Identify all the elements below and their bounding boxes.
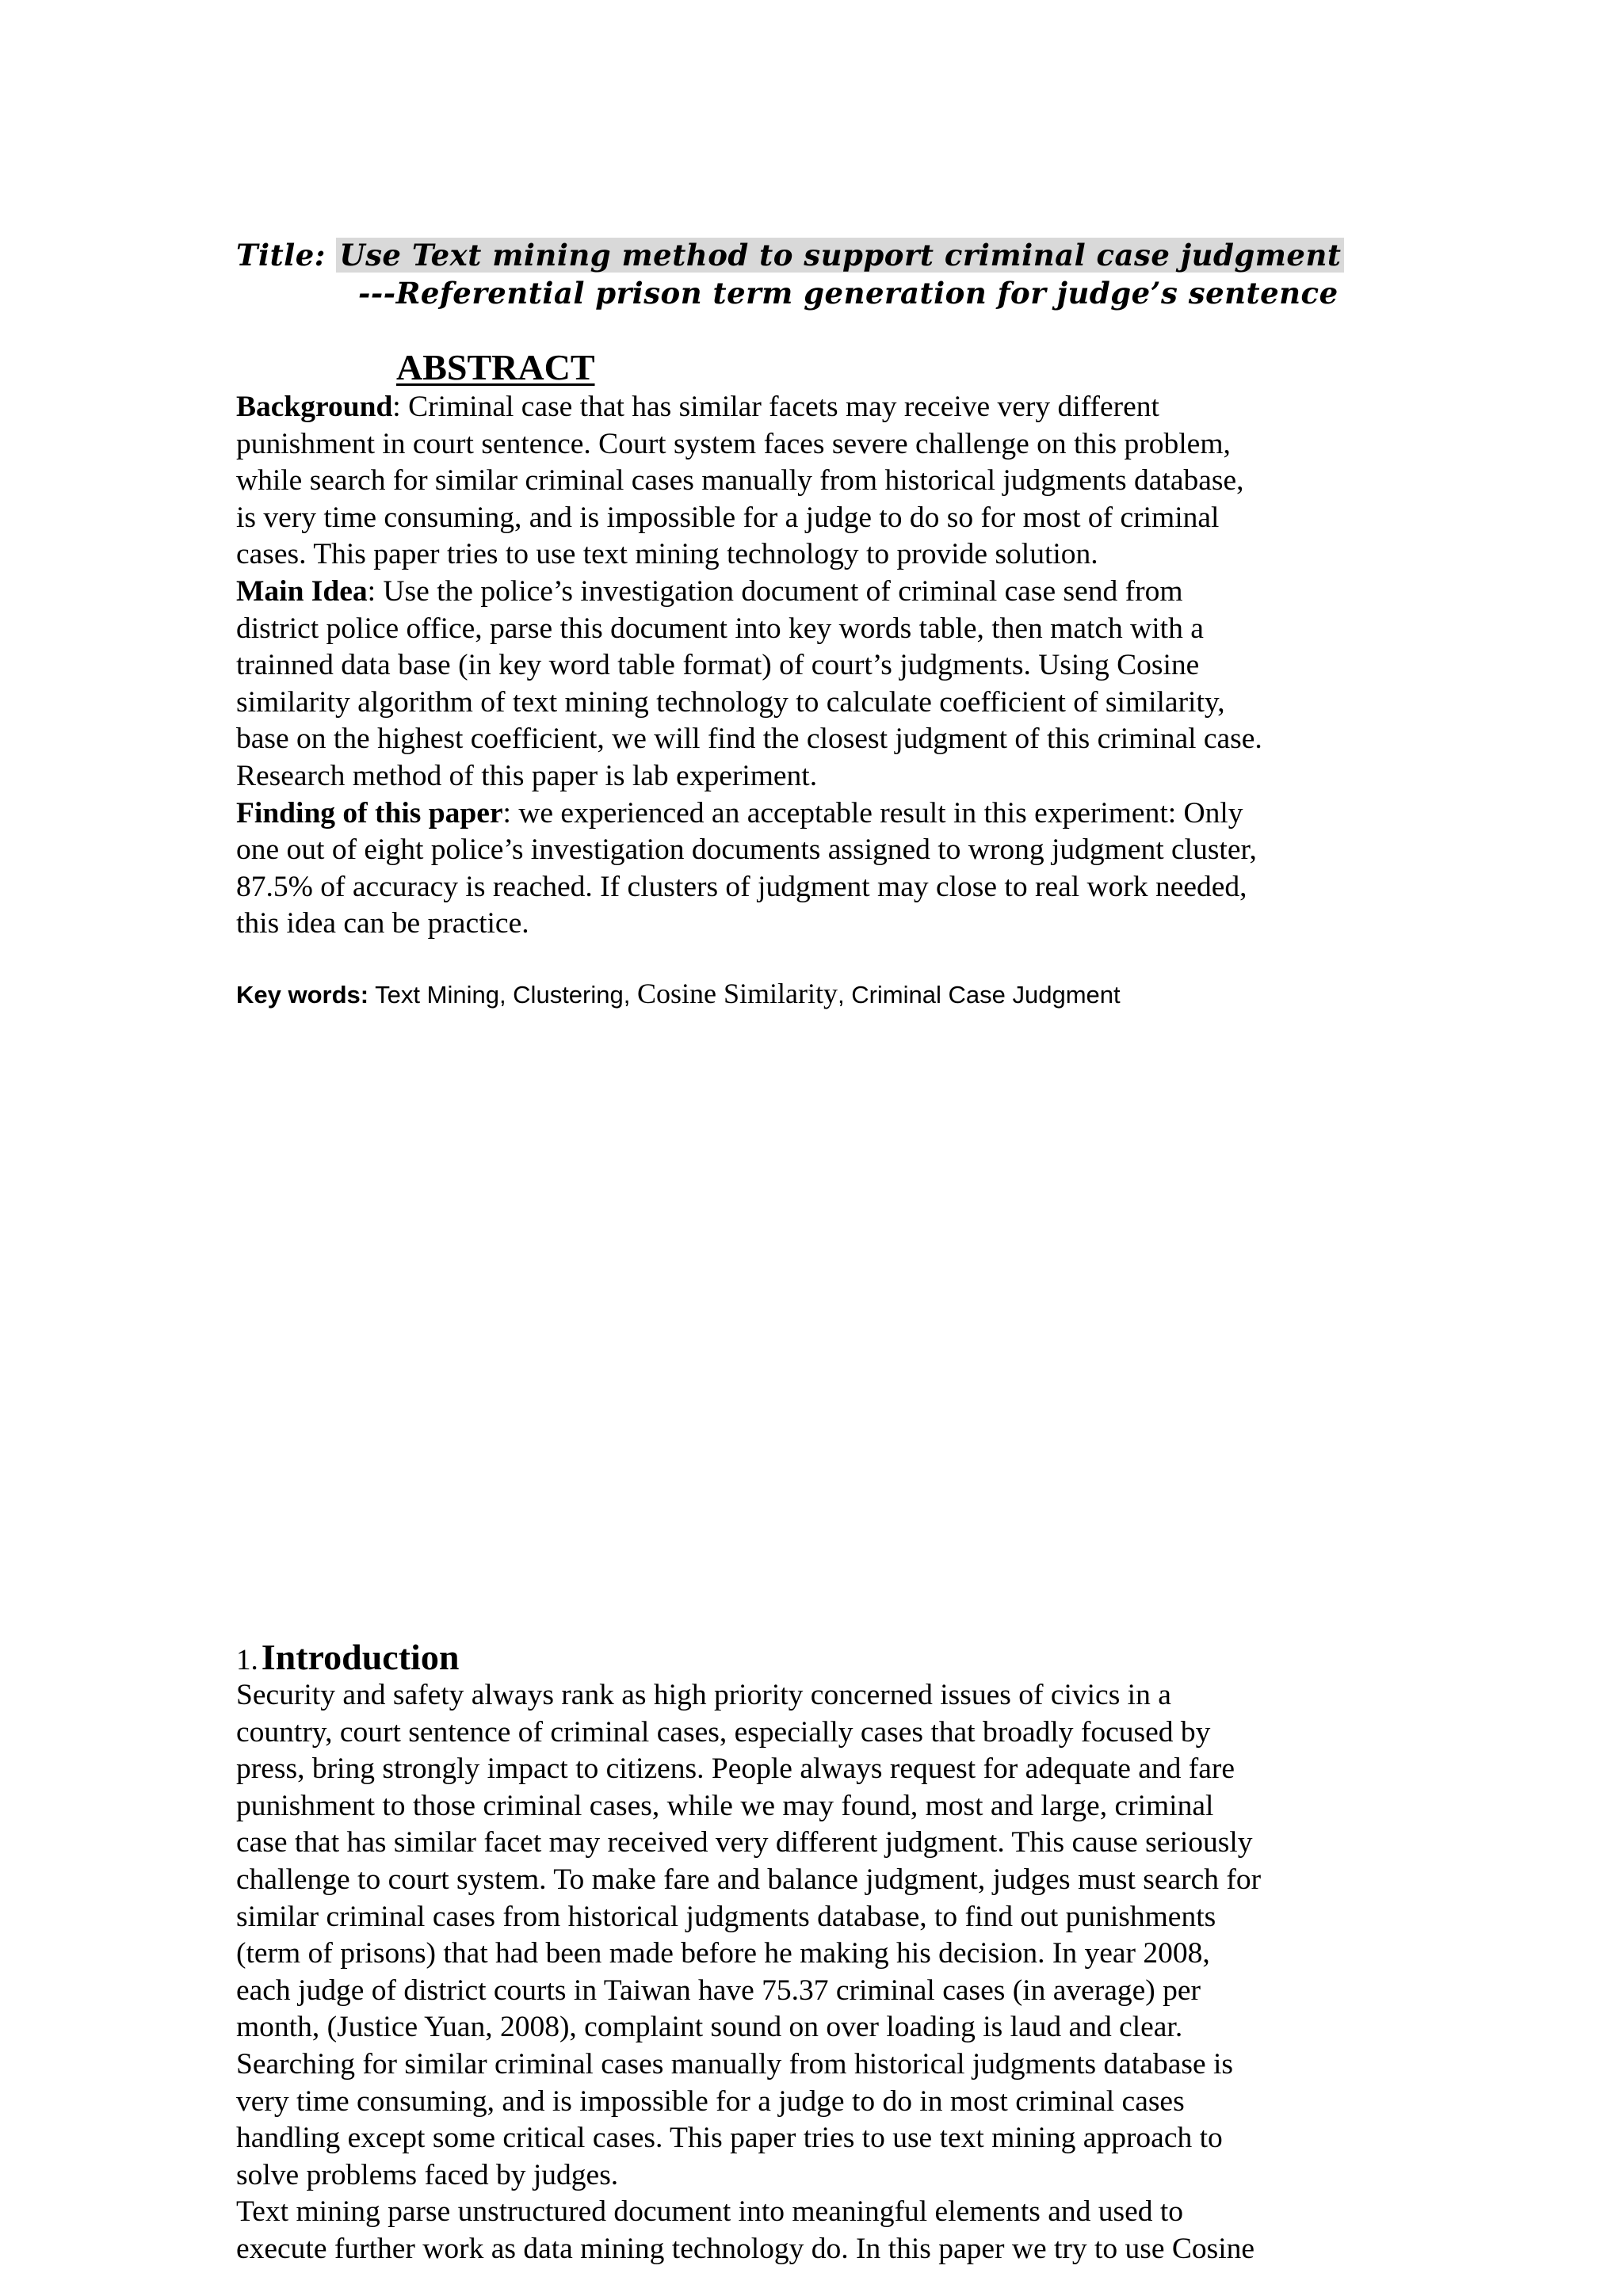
paper-subtitle: ---Referential prison term generation for judge’s sentence xyxy=(358,276,1338,311)
text-line: challenge to court system. To make fare and balance judgment, judges must search for xyxy=(236,1863,1262,1896)
text-line: each judge of district courts in Taiwan have 75.37 criminal cases (in average) per xyxy=(236,1974,1201,2007)
text-line: cases. This paper tries to use text mining technology to provide solution. xyxy=(236,538,1098,571)
text-line: 87.5% of accuracy is reached. If clusters of judgment may close to real work needed, xyxy=(236,870,1247,903)
text-line: execute further work as data mining technology do. In this paper we try to use Cosine xyxy=(236,2232,1255,2265)
text-line: while search for similar criminal cases manually from historical judgments database, xyxy=(236,464,1244,498)
text-line: press, bring strongly impact to citizens. People always request for adequate and fare xyxy=(236,1753,1235,1786)
text-line: punishment to those criminal cases, while we may found, most and large, criminal xyxy=(236,1789,1214,1822)
text-line: Security and safety always rank as high priority concerned issues of civics in a xyxy=(236,1679,1171,1711)
text-line: similar criminal cases from historical judgments database, to find out punishments xyxy=(236,1900,1216,1933)
text-line: Finding of this paper: we experienced an acceptable result in this experiment: Only xyxy=(236,796,1243,830)
text-line: district police office, parse this document into key words table, then match with a xyxy=(236,612,1204,645)
abstract-finding-paragraph xyxy=(236,795,1377,943)
text-line: Searching for similar criminal cases manually from historical judgments database is xyxy=(236,2047,1233,2081)
abstract-background-paragraph xyxy=(236,389,1377,574)
text-line: case that has similar facet may received very different judgment. This cause seriously xyxy=(236,1826,1253,1859)
text-line: Text mining parse unstructured document into meaningful elements and used to xyxy=(236,2195,1184,2229)
text-line: punishment in court sentence. Court system faces severe challenge on this problem, xyxy=(236,427,1231,460)
text-line: is very time consuming, and is impossible for a judge to do so for most of criminal xyxy=(236,501,1220,534)
text-line: similarity algorithm of text mining technology to calculate coefficient of similarity, xyxy=(236,685,1225,719)
main-idea-label: Main Idea xyxy=(236,574,368,608)
text-line: solve problems faced by judges. xyxy=(236,2158,619,2191)
text-line: base on the highest coefficient, we will find the closest judgment of this criminal case. xyxy=(236,723,1262,756)
text-line: Main Idea: Use the police’s investigation document of criminal case send from xyxy=(236,574,1183,608)
keywords-line: Key words: Text Mining, Clustering, Cosine Similarity, Criminal Case Judgment xyxy=(236,978,1121,1009)
text-line: handling except some critical cases. This paper tries to use text mining approach to xyxy=(236,2122,1223,2155)
title-main: Use Text mining method to support criminal case judgment xyxy=(336,238,1344,273)
text-line: this idea can be practice. xyxy=(236,907,529,940)
section-title: Introduction xyxy=(261,1637,460,1677)
text-line: one out of eight police’s investigation documents assigned to wrong judgment cluster, xyxy=(236,833,1257,867)
text-line: Research method of this paper is lab experiment. xyxy=(236,759,818,792)
text-line: country, court sentence of criminal cases, especially cases that broadly focused by xyxy=(236,1715,1211,1749)
text-line: Background: Criminal case that has similar facets may receive very different xyxy=(236,391,1159,423)
abstract-heading: ABSTRACT xyxy=(396,347,595,387)
text-line: trainned data base (in key word table format) of court’s judgments. Using Cosine xyxy=(236,649,1200,682)
text-line: month, (Justice Yuan, 2008), complaint sound on over loading is laud and clear. xyxy=(236,2011,1183,2044)
abstract-body xyxy=(236,389,1377,943)
background-label: Background xyxy=(236,391,393,423)
introduction-body xyxy=(236,1677,1393,2268)
abstract-main-idea-paragraph xyxy=(236,574,1377,795)
finding-label: Finding of this paper xyxy=(236,796,503,830)
title-label: Title: xyxy=(236,238,337,273)
text-line: (term of prisons) that had been made before he making his decision. In year 2008, xyxy=(236,1937,1210,1970)
paper-title xyxy=(236,236,1344,274)
text-line: very time consuming, and is impossible for a judge to do in most criminal cases xyxy=(236,2084,1185,2118)
keywords-label: Key words: xyxy=(236,981,369,1009)
section-number: 1. xyxy=(236,1644,258,1676)
